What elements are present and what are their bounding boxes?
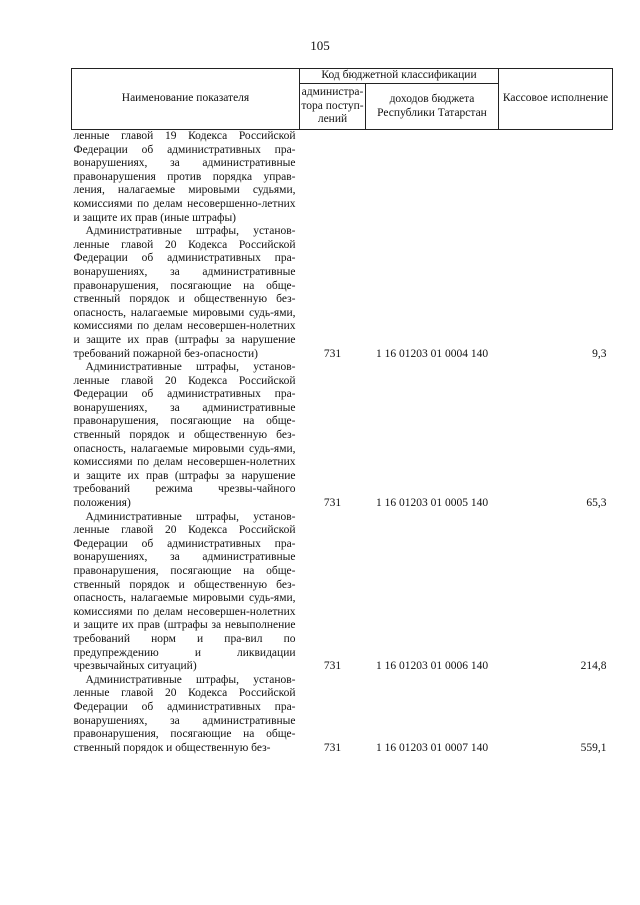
table-row — [72, 674, 613, 756]
row-name: Административные штрафы, установ-ленные главой 20 Кодекса Российской Федерации об административных пра-вонарушениях, за административные правонарушения, посягающие на обще-ственный порядок и общественную без-опасность, налагаемые мировыми судь-ями, комиссиями по делам несовершен-нолетних и защите их прав (штрафы за нарушение требований режима чрезвы-чайного положения) — [73, 361, 296, 510]
table-header — [72, 69, 613, 130]
row-amount: 214,8 — [580, 660, 607, 673]
table-row — [72, 130, 613, 226]
row-name: ленные главой 19 Кодекса Российской Федерации об административных пра-вонарушениях, за административные правонарушения против порядка управ-ления, налагаемые мировыми судьями, комиссиями по делам несовершенно-летних и защите их прав (иные штрафы) — [73, 130, 296, 224]
row-admin-code: 731 — [323, 660, 342, 673]
row-income-code: 1 16 01203 01 0005 140 — [375, 497, 489, 510]
header-classification-code: Код бюджетной классификации — [300, 69, 499, 84]
budget-table — [71, 68, 613, 755]
header-income: доходов бюджета Республики Татарстан — [366, 84, 499, 130]
row-income-code: 1 16 01203 01 0007 140 — [375, 741, 489, 754]
row-admin-code: 731 — [323, 741, 342, 754]
row-name: Административные штрафы, установ-ленные главой 20 Кодекса Российской Федерации об административных пра-вонарушениях, за административные правонарушения, посягающие на обще-ственный порядок и общественную без-опасность, налагаемые мировыми судь-ями, комиссиями по делам несовершен-нолетних и защите их прав (штрафы за нарушение требований пожарной без-опасности) — [73, 225, 296, 360]
table-row — [72, 225, 613, 361]
row-income-code — [366, 130, 499, 226]
header-name: Наименование показателя — [72, 69, 300, 130]
header-administrator: администра-тора поступ-лений — [300, 84, 366, 130]
row-amount: 9,3 — [592, 347, 607, 360]
row-income-code: 1 16 01203 01 0004 140 — [375, 347, 489, 360]
row-income-code: 1 16 01203 01 0006 140 — [375, 660, 489, 673]
row-amount — [499, 130, 613, 226]
row-amount: 559,1 — [580, 741, 607, 754]
table-row — [72, 511, 613, 674]
header-cash-execution: Кассовое исполнение — [499, 69, 613, 130]
row-name: Административные штрафы, установ-ленные главой 20 Кодекса Российской Федерации об административных пра-вонарушениях, за административные правонарушения, посягающие на обще-ственный порядок и общественную без- — [73, 673, 296, 754]
row-admin-code — [300, 130, 366, 226]
page-number: 105 — [310, 38, 330, 53]
row-admin-code: 731 — [323, 347, 342, 360]
table-row — [72, 361, 613, 511]
row-amount: 65,3 — [586, 497, 607, 510]
row-admin-code: 731 — [323, 497, 342, 510]
row-name: Административные штрафы, установ-ленные главой 20 Кодекса Российской Федерации об административных пра-вонарушениях, за административные правонарушения, посягающие на обще-ственный порядок и общественную без-опасность, налагаемые мировыми судь-ями, комиссиями по делам несовершен-нолетних и защите их прав (штрафы за невыполнение требований норм и пра-вил по предупреждению и ликвидации чрезвычайных ситуаций) — [73, 510, 296, 673]
